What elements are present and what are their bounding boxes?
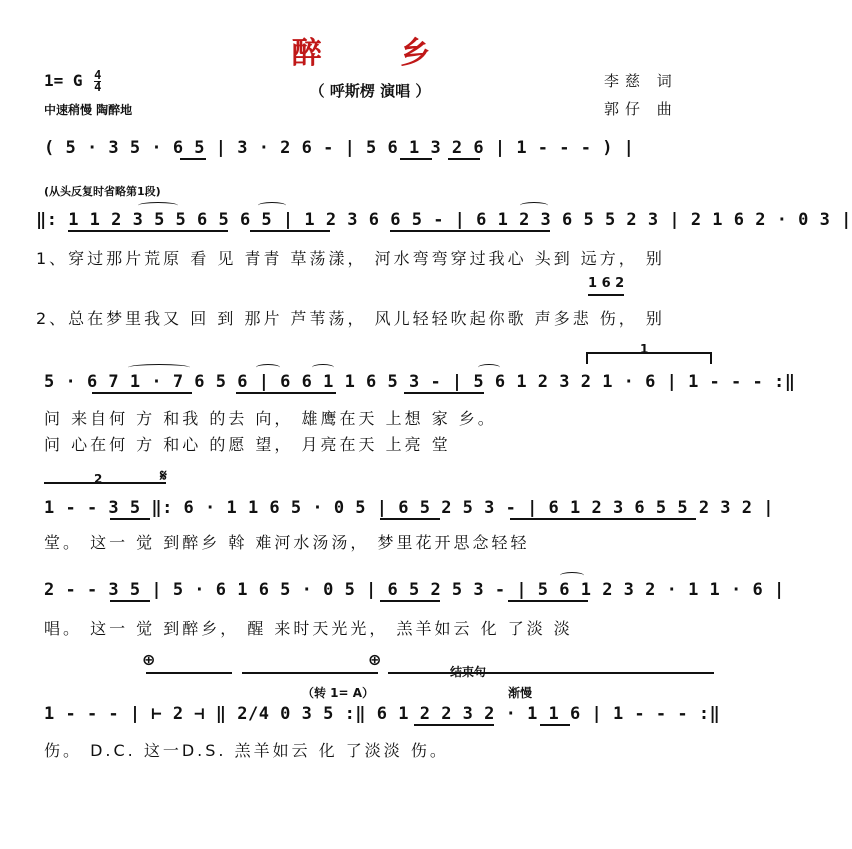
lyric-row-2-verse-2: 2、总在梦里我又 回 到 那片 芦苇荡， 风儿轻轻吹起你歌 声多悲 伤， 别 bbox=[36, 309, 665, 328]
key-signature: 1= G $\frac{4}{4}$ bbox=[44, 68, 102, 94]
volta-1-label: 1 bbox=[640, 342, 649, 356]
score-row-5: 2 - - 3 5 | 5 · 6 1 6 5 · 0 5 | 6 5 2 5 3 - | 5 6 1 2 3 2 · 1 1 · 6 | bbox=[44, 580, 785, 600]
ending-label: 结束句 bbox=[450, 665, 487, 679]
lyric-row-3-verse-2: 问 心在何 方 和心 的愿 望， 月亮在天 上亮 堂 bbox=[44, 435, 451, 454]
coda-icon-2: ⊕ bbox=[368, 650, 382, 669]
score-row-6: 1 - - - | ⊢ 2 ⊣ ‖ 2/4 0 3 5 :‖ 6 1 2 2 3 2 · 1 1 6 | 1 - - - :‖ bbox=[44, 704, 721, 724]
lyric-row-2-verse-1: 1、穿过那片荒原 看 见 青青 草荡漾， 河水弯弯穿过我心 头到 远方， 别 bbox=[36, 249, 665, 268]
time-sig-bottom: 4 bbox=[94, 80, 102, 94]
volta-2-label: 2 bbox=[94, 472, 103, 486]
score-row-3: 5 · 6 7 1 · 7 6 5 6 | 6 6 1 1 6 5 3 - | 5 6 1 2 3 2 1 · 6 | 1 - - - :‖ bbox=[44, 372, 796, 392]
ritardando-label: 渐慢 bbox=[508, 686, 533, 700]
alt-notes-annotation: 1 6 2 bbox=[588, 276, 625, 291]
lyric-row-4: 堂。 这一 觉 到醉乡 斡 难河水汤汤， 梦里花开思念轻轻 bbox=[44, 533, 530, 552]
segno-icon: 𝄋 bbox=[160, 466, 167, 485]
time-sig-top: 4 bbox=[94, 68, 102, 82]
score-row-1: ( 5 · 3 5 · 6 5 | 3 · 2 6 - | 5 6 1 3 2 6 | 1 - - - ) | bbox=[44, 138, 635, 158]
coda-icon: ⊕ bbox=[142, 650, 156, 669]
lyricist: 李慈 词 bbox=[604, 72, 678, 90]
lyric-row-5: 唱。 这一 觉 到醉乡， 醒 来时天光光， 羔羊如云 化 了淡 淡 bbox=[44, 619, 573, 638]
score-row-2: ‖: 1 1 2 3 5 5 6 5 6 5 | 1 2 3 6 6 5 - | 6 1 2 3 6 5 5 2 3 | 2 1 6 2 · 0 3 | bbox=[36, 210, 852, 230]
lyric-row-6: 伤。 D.C. 这一D.S. 羔羊如云 化 了淡淡 伤。 bbox=[44, 741, 449, 760]
score-row-4: 1 - - 3 5 ‖: 6 · 1 1 6 5 · 0 5 | 6 5 2 5 3 - | 6 1 2 3 6 5 5 2 3 2 | bbox=[44, 498, 774, 518]
repeat-note: (从头反复时省略第1段) bbox=[44, 185, 161, 198]
tempo-marking: 中速稍慢 陶醉地 bbox=[44, 103, 133, 117]
lyric-row-3-verse-1: 问 来自何 方 和我 的去 向， 雄鹰在天 上想 家 乡。 bbox=[44, 409, 497, 428]
song-title: 醉 乡 bbox=[291, 36, 465, 71]
singer-line: （ 呼斯楞 演唱 ） bbox=[309, 82, 431, 100]
composer: 郭仔 曲 bbox=[604, 100, 678, 118]
key-change: （转 1= A） bbox=[302, 686, 375, 700]
